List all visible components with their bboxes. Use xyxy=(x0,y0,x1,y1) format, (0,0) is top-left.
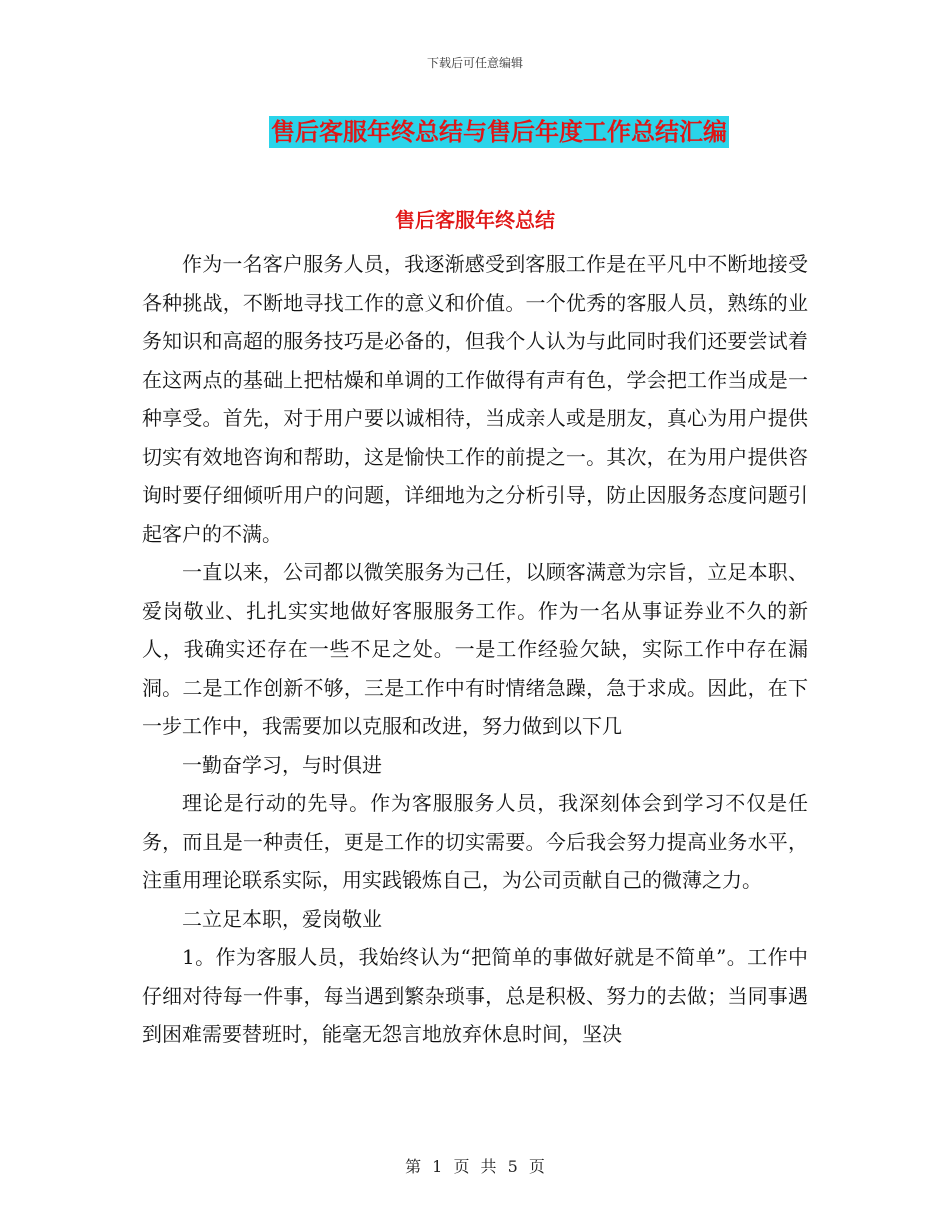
paragraph-heading: 二立足本职，爱岗敬业 xyxy=(182,906,382,931)
section-title: 售后客服年终总结 xyxy=(395,208,555,232)
document-title xyxy=(0,112,950,147)
paragraph: 一直以来，公司都以微笑服务为己任，以顾客满意为宗旨，立足本职、爱岗敬业、扎扎实实地做好客服服务工作。作为一名从事证券业不久的新人，我确实还存在一些不足之处。一是工作经验欠缺，实际工作中存在漏洞。二是工作创新不够，三是工作中有时情绪急躁，急于求成。因此，在下一步工作中，我需要加以克服和改进，努力做到以下几 xyxy=(142,560,808,738)
paragraph-heading: 一勤奋学习，与时俱进 xyxy=(182,752,382,777)
paragraph: 作为一名客户服务人员，我逐渐感受到客服工作是在平凡中不断地接受各种挑战，不断地寻找工作的意义和价值。一个优秀的客服人员，熟练的业务知识和高超的服务技巧是必备的，但我个人认为与此同时我们还要尝试着在这两点的基础上把枯燥和单调的工作做得有声有色，学会把工作当成是一种享受。首先，对于用户要以诚相待，当成亲人或是朋友，真心为用户提供切实有效地咨询和帮助，这是愉快工作的前提之一。其次，在为用户提供咨询时要仔细倾听用户的问题，详细地为之分析引导，防止因服务态度问题引起客户的不满。 xyxy=(142,252,808,546)
paragraph: 理论是行动的先导。作为客服服务人员，我深刻体会到学习不仅是任务，而且是一种责任，更是工作的切实需要。今后我会努力提高业务水平，注重用理论联系实际，用实践锻炼自己，为公司贡献自己的微薄之力。 xyxy=(142,791,808,892)
document-body xyxy=(142,245,808,1054)
paragraph: 1。作为客服人员，我始终认为“把简单的事做好就是不简单”。工作中仔细对待每一件事，每当遇到繁杂琐事，总是积极、努力的去做；当同事遇到困难需要替班时，能毫无怨言地放弃休息时间，坚决 xyxy=(142,945,808,1046)
page-footer: 第 1 页 共 5 页 xyxy=(405,1157,545,1176)
header-note: 下载后可任意编辑 xyxy=(426,56,523,70)
document-title-text: 售后客服年终总结与售后年度工作总结汇编 xyxy=(271,118,727,146)
